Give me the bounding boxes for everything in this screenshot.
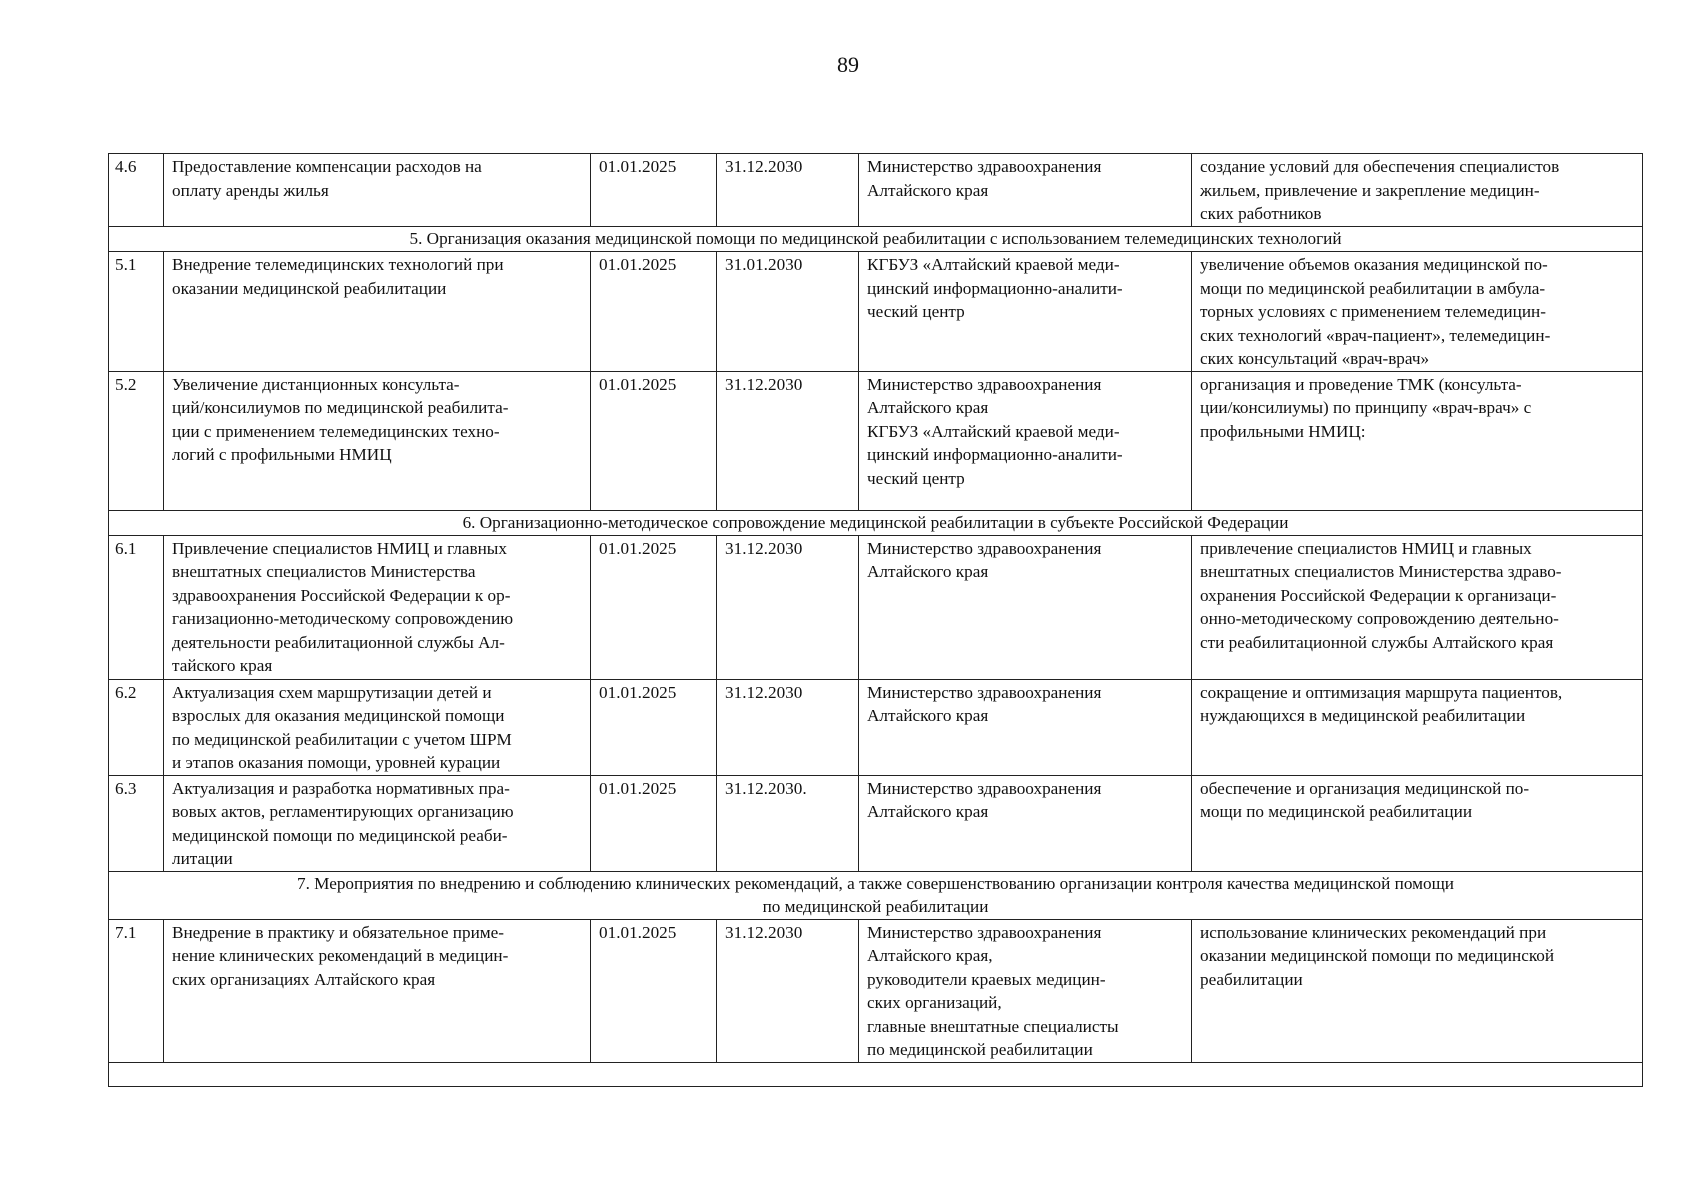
- responsible-line: Алтайского края,: [867, 946, 993, 965]
- activity-line: тайского края: [172, 656, 273, 675]
- result-line: ских консультаций «врач-врач»: [1200, 349, 1430, 368]
- row-number: 6.2: [109, 679, 164, 775]
- result-line: ции/консилиумы) по принципу «врач-врач» с: [1200, 398, 1532, 417]
- result-line: жильем, привлечение и закрепление медицин-: [1200, 180, 1540, 200]
- activity-cell: [164, 919, 591, 1062]
- responsible-cell: [859, 679, 1192, 775]
- section-title: 5. Организация оказания медицинской помощи по медицинской реабилитации с использованием телемедицинских технологий: [109, 227, 1643, 252]
- activity-line: по медицинской реабилитации с учетом ШРМ: [172, 729, 512, 749]
- result-line: внештатных специалистов Министерства здраво-: [1200, 562, 1562, 581]
- result-cell: [1192, 154, 1643, 227]
- activity-line: Предоставление компенсации расходов на: [172, 157, 482, 176]
- result-line: сти реабилитационной службы Алтайского края: [1200, 632, 1554, 652]
- responsible-line: КГБУЗ «Алтайский краевой меди-: [867, 255, 1120, 274]
- empty-row: [109, 1062, 1643, 1086]
- start-date-cell: 01.01.2025: [591, 252, 717, 372]
- result-cell: [1192, 919, 1643, 1062]
- responsible-line: Министерство здравоохранения: [867, 682, 1102, 702]
- end-date-cell: 31.12.2030: [717, 679, 859, 775]
- result-line: мощи по медицинской реабилитации в амбула-: [1200, 278, 1546, 298]
- activity-cell: [164, 371, 591, 510]
- result-line: ских работников: [1200, 204, 1322, 223]
- activity-line: ции с применением телемедицинских техно-: [172, 421, 500, 441]
- activity-line: оказании медицинской реабилитации: [172, 278, 447, 298]
- result-line: мощи по медицинской реабилитации: [1200, 802, 1473, 821]
- result-line: организация и проведение ТМК (консульта-: [1200, 374, 1522, 394]
- row-number: 7.1: [109, 919, 164, 1062]
- start-date-cell: 01.01.2025: [591, 154, 717, 227]
- section-title-line: 7. Мероприятия по внедрению и соблюдению клинических рекомендаций, а также совершенствованию организации контроля качества медицинской помощи: [296, 873, 1455, 893]
- result-line: профильными НМИЦ:: [1200, 421, 1366, 441]
- responsible-line: Министерство здравоохранения: [867, 778, 1102, 798]
- result-line: реабилитации: [1200, 969, 1303, 989]
- activity-line: Внедрение в практику и обязательное приме-: [172, 922, 504, 942]
- activity-line: ций/консилиумов по медицинской реабилита-: [172, 398, 509, 417]
- result-cell: [1192, 775, 1643, 871]
- section-title-line: по медицинской реабилитации: [762, 897, 989, 916]
- activity-line: ганизационно-методическому сопровождению: [172, 609, 514, 628]
- result-line: обеспечение и организация медицинской по-: [1200, 778, 1530, 798]
- responsible-line: главные внештатные специалисты: [867, 1016, 1119, 1036]
- activity-cell: [164, 775, 591, 871]
- start-date-cell: 01.01.2025: [591, 775, 717, 871]
- activity-line: нение клинических рекомендаций в медицин-: [172, 946, 509, 965]
- activity-line: медицинской помощи по медицинской реаби-: [172, 825, 508, 845]
- activity-line: оплату аренды жилья: [172, 180, 329, 200]
- end-date-cell: 31.12.2030: [717, 919, 859, 1062]
- responsible-line: цинский информационно-аналити-: [867, 278, 1123, 298]
- result-line: привлечение специалистов НМИЦ и главных: [1200, 538, 1532, 558]
- row-number: 5.2: [109, 371, 164, 510]
- result-line: использование клинических рекомендаций при: [1200, 922, 1547, 942]
- activity-line: здравоохранения Российской Федерации к ор-: [172, 585, 511, 605]
- page-number: 89: [837, 52, 859, 77]
- activities-table: [108, 153, 1643, 1087]
- end-date-cell: 31.12.2030: [717, 154, 859, 227]
- result-line: торных условиях с применением телемедицин-: [1200, 302, 1546, 321]
- activity-line: Актуализация схем маршрутизации детей и: [172, 682, 492, 702]
- table-row: [109, 252, 1643, 372]
- responsible-line: ческий центр: [867, 302, 965, 321]
- result-line: оказании медицинской помощи по медицинской: [1200, 946, 1555, 965]
- table-row: [109, 919, 1643, 1062]
- table-row: [109, 371, 1643, 510]
- start-date-cell: 01.01.2025: [591, 679, 717, 775]
- responsible-line: Министерство здравоохранения: [867, 157, 1102, 176]
- start-date-cell: 01.01.2025: [591, 535, 717, 679]
- end-date-cell: 31.01.2030: [717, 252, 859, 372]
- activity-line: ских организациях Алтайского края: [172, 969, 436, 989]
- responsible-line: Алтайского края: [867, 398, 989, 417]
- row-number: 6.3: [109, 775, 164, 871]
- activity-line: деятельности реабилитационной службы Ал-: [172, 632, 505, 652]
- result-line: нуждающихся в медицинской реабилитации: [1200, 706, 1526, 725]
- result-line: ских технологий «врач-пациент», телемедицин-: [1200, 325, 1551, 345]
- responsible-line: руководители краевых медицин-: [867, 969, 1106, 989]
- responsible-cell: [859, 252, 1192, 372]
- section-title: 6. Организационно-методическое сопровождение медицинской реабилитации в субъекте Российской Федерации: [109, 510, 1643, 535]
- activity-line: и этапов оказания помощи, уровней курации: [172, 753, 501, 772]
- activity-line: Внедрение телемедицинских технологий при: [172, 255, 504, 274]
- end-date-cell: 31.12.2030: [717, 535, 859, 679]
- empty-cell: [109, 1062, 1643, 1086]
- activity-line: литации: [172, 849, 233, 868]
- activity-line: взрослых для оказания медицинской помощи: [172, 706, 505, 725]
- activity-line: Актуализация и разработка нормативных пра-: [172, 778, 510, 798]
- activity-line: вовых актов, регламентирующих организацию: [172, 802, 514, 821]
- section-header-row: [109, 510, 1643, 535]
- responsible-line: по медицинской реабилитации: [867, 1040, 1093, 1059]
- activity-cell: [164, 679, 591, 775]
- start-date-cell: 01.01.2025: [591, 919, 717, 1062]
- row-number: 6.1: [109, 535, 164, 679]
- responsible-line: КГБУЗ «Алтайский краевой меди-: [867, 421, 1120, 441]
- responsible-line: Алтайского края: [867, 180, 989, 200]
- result-line: создание условий для обеспечения специалистов: [1200, 157, 1560, 176]
- section-header-row: [109, 227, 1643, 252]
- responsible-line: Министерство здравоохранения: [867, 922, 1102, 942]
- result-cell: [1192, 535, 1643, 679]
- row-number: 5.1: [109, 252, 164, 372]
- activity-line: внештатных специалистов Министерства: [172, 562, 476, 581]
- result-line: онно-методическому сопровождению деятельно-: [1200, 609, 1559, 628]
- responsible-cell: [859, 919, 1192, 1062]
- table-row: [109, 535, 1643, 679]
- table-row: [109, 775, 1643, 871]
- table-row: [109, 154, 1643, 227]
- result-cell: [1192, 371, 1643, 510]
- responsible-cell: [859, 154, 1192, 227]
- responsible-line: Алтайского края: [867, 706, 989, 725]
- activity-cell: [164, 154, 591, 227]
- activity-cell: [164, 252, 591, 372]
- row-number: 4.6: [109, 154, 164, 227]
- activity-line: логий с профильными НМИЦ: [172, 445, 392, 464]
- result-line: увеличение объемов оказания медицинской по-: [1200, 255, 1548, 274]
- responsible-line: цинский информационно-аналити-: [867, 445, 1123, 464]
- responsible-line: Министерство здравоохранения: [867, 538, 1102, 558]
- responsible-line: ских организаций,: [867, 993, 1002, 1012]
- section-title: [109, 871, 1643, 919]
- activity-line: Увеличение дистанционных консульта-: [172, 374, 460, 394]
- responsible-line: Алтайского края: [867, 802, 989, 821]
- result-cell: [1192, 679, 1643, 775]
- responsible-line: Министерство здравоохранения: [867, 374, 1102, 394]
- result-cell: [1192, 252, 1643, 372]
- responsible-cell: [859, 775, 1192, 871]
- activity-cell: [164, 535, 591, 679]
- responsible-line: ческий центр: [867, 468, 965, 488]
- section-header-row: [109, 871, 1643, 919]
- end-date-cell: 31.12.2030: [717, 371, 859, 510]
- result-line: сокращение и оптимизация маршрута пациентов,: [1200, 682, 1563, 702]
- result-line: охранения Российской Федерации к организаци-: [1200, 585, 1557, 605]
- activity-line: Привлечение специалистов НМИЦ и главных: [172, 538, 507, 558]
- responsible-line: Алтайского края: [867, 562, 989, 581]
- responsible-cell: [859, 535, 1192, 679]
- end-date-cell: 31.12.2030.: [717, 775, 859, 871]
- start-date-cell: 01.01.2025: [591, 371, 717, 510]
- responsible-cell: [859, 371, 1192, 510]
- table-row: [109, 679, 1643, 775]
